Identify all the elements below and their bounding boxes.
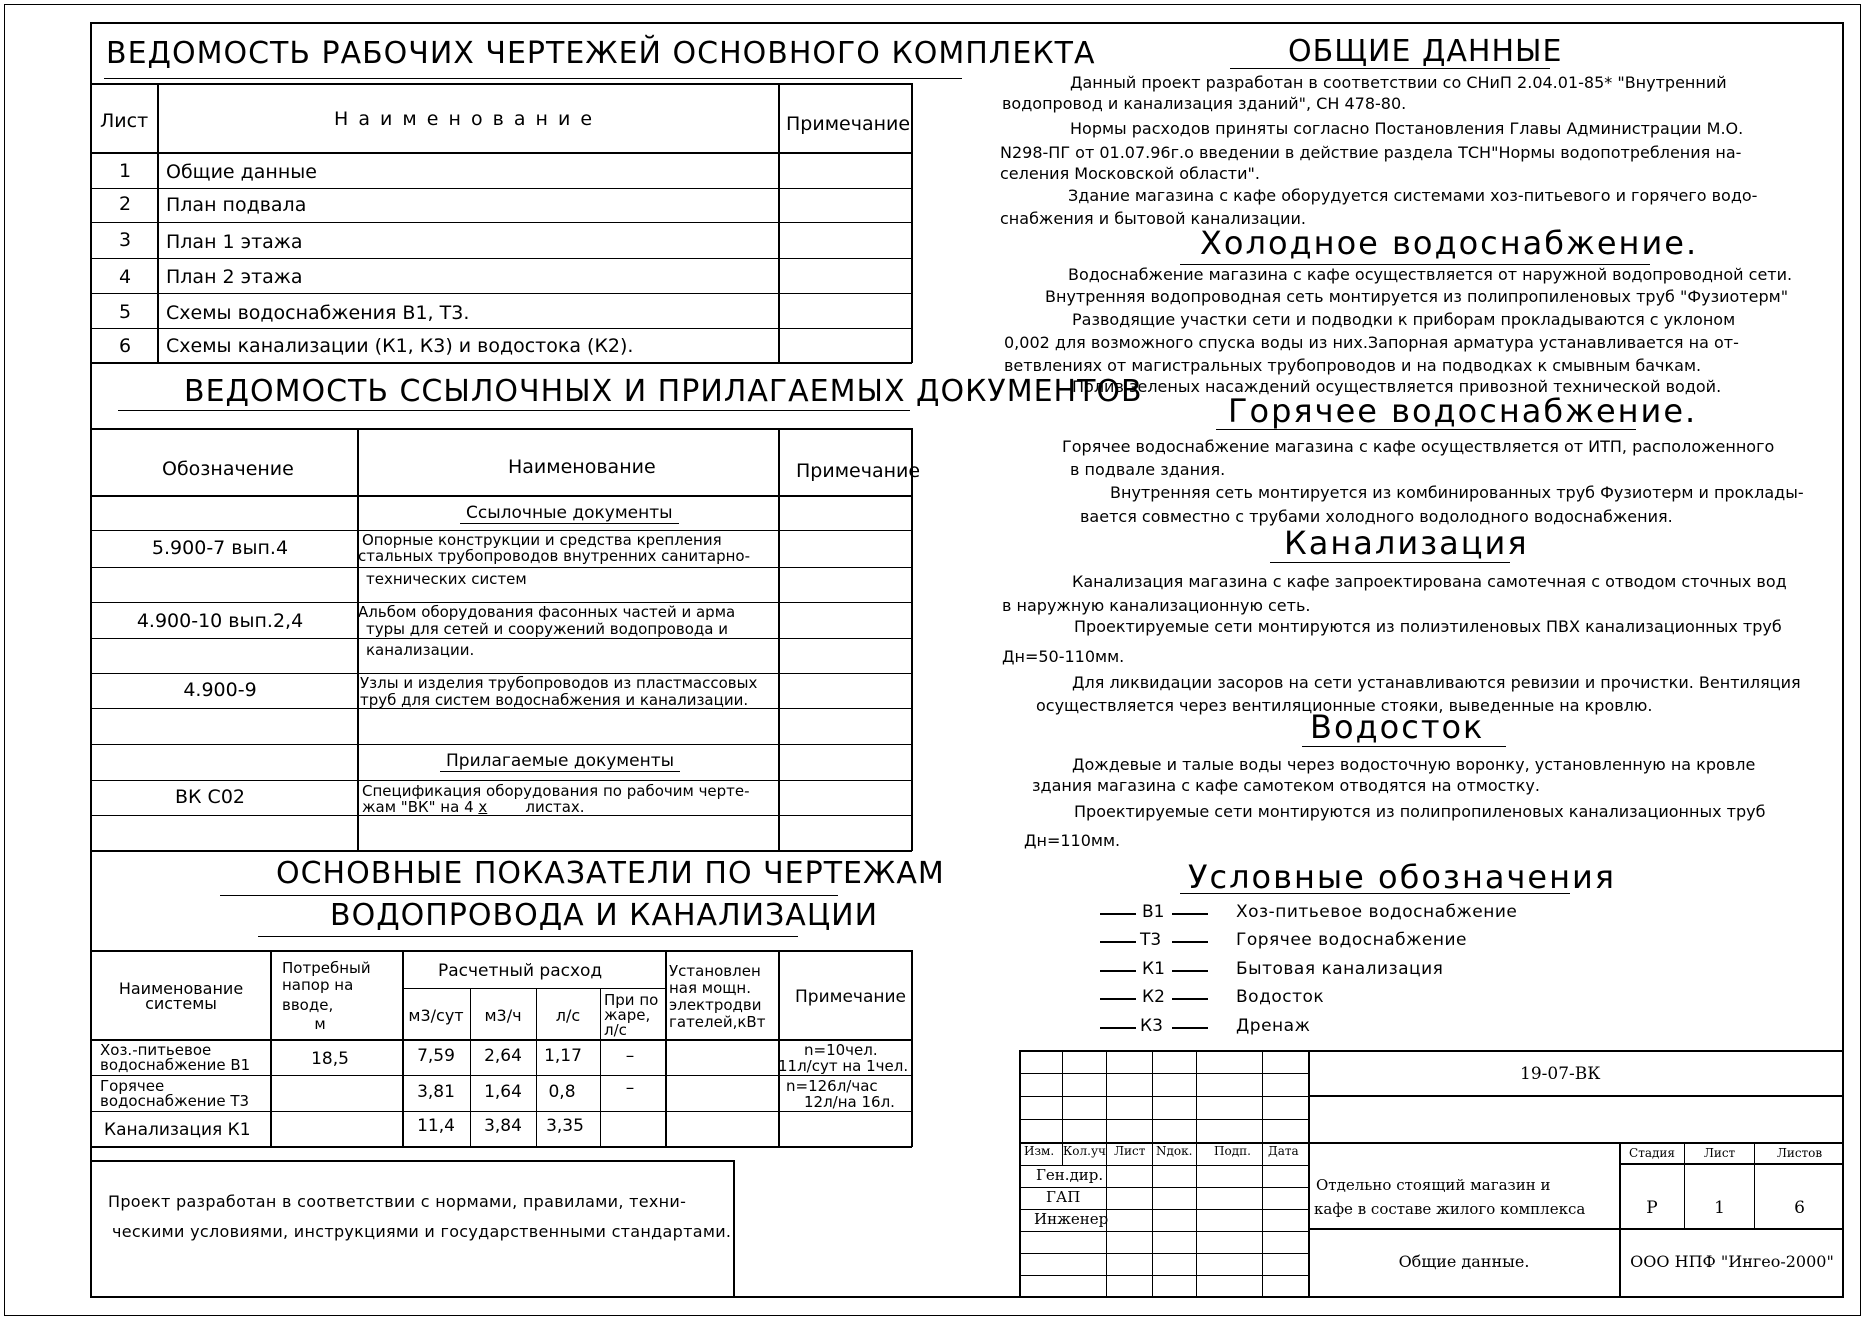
col-name-header: Наименование — [508, 456, 656, 478]
hot-line: Горячее водоснабжение магазина с кафе осуществляется от ИТП, расположенного — [1062, 437, 1775, 456]
cold-line: Разводящие участки сети и подводки к приборам прокладываются с уклоном — [1072, 310, 1736, 329]
drain-line: Дн=110мм. — [1024, 831, 1121, 850]
title-underline — [1216, 429, 1636, 430]
title-underline — [104, 78, 962, 79]
drain-line: Дождевые и талые воды через водосточную воронку, установленную на кровле — [1072, 755, 1756, 774]
legend-label: Бытовая канализация — [1236, 959, 1444, 979]
legend-code: К1 — [1142, 959, 1165, 979]
ind-note: 12л/на 16л. — [804, 1093, 895, 1111]
sheet-row-name: Схемы водоснабжения В1, Т3. — [166, 302, 470, 324]
stamp-sheets: 6 — [1794, 1198, 1805, 1218]
sheet-row-no: 6 — [118, 335, 132, 357]
h-fire-l2: жаре, — [604, 1006, 651, 1024]
ref-name-line: стальных трубопроводов внутренних санитарно- — [358, 547, 751, 565]
stamp-role: ГАП — [1046, 1188, 1081, 1206]
h-ls: л/с — [555, 1006, 581, 1025]
h-power-l3: электродви — [669, 996, 762, 1014]
sheets-list-title: ВЕДОМОСТЬ РАБОЧИХ ЧЕРТЕЖЕЙ ОСНОВНОГО КОМПЛЕКТА — [106, 36, 1096, 71]
stamp-stage: Р — [1646, 1198, 1658, 1218]
general-line: селения Московской области". — [1000, 164, 1260, 183]
legend-label: Хоз-питьевое водоснабжение — [1236, 902, 1518, 922]
stamp-h-stage: Стадия — [1629, 1146, 1675, 1160]
stamp-h-data: Дата — [1268, 1144, 1299, 1158]
ref-code: 4.900-10 вып.2,4 — [136, 610, 304, 632]
ind-row-name: Хоз.-питьевое — [100, 1041, 212, 1059]
h-power-l4: гателей,кВт — [669, 1013, 766, 1031]
col-sheet-header: Лист — [100, 110, 149, 132]
sheet-row-name: Общие данные — [166, 161, 317, 183]
h-m3day: м3/сут — [408, 1006, 464, 1025]
sheet-row-no: 1 — [118, 160, 132, 182]
col-code-header: Обозначение — [162, 458, 294, 480]
cold-line: 0,002 для возможного спуска воды из них.Запорная арматура устанавливается на от- — [1004, 333, 1739, 352]
sheet-row-no: 5 — [118, 301, 132, 323]
legend-line-right — [1172, 941, 1208, 943]
stamp-h-izm: Изм. — [1024, 1144, 1055, 1158]
ref-name-line: технических систем — [366, 570, 527, 588]
ind-m3h: 1,64 — [484, 1082, 522, 1102]
legend-code: К2 — [1142, 987, 1165, 1007]
col-name-header: Н а и м е н о в а н и е — [334, 108, 595, 130]
h-head-l4: м — [314, 1015, 326, 1033]
hot-title: Горячее водоснабжение. — [1228, 392, 1698, 430]
ind-note: n=10чел. — [804, 1041, 878, 1059]
stamp-h-sheets: Листов — [1776, 1146, 1823, 1160]
stamp-h-koluch: Кол.уч — [1063, 1144, 1106, 1158]
indicators-title-l1: ОСНОВНЫЕ ПОКАЗАТЕЛИ ПО ЧЕРТЕЖАМ — [276, 856, 945, 891]
ref-name-line — [362, 798, 585, 816]
ind-m3day: 11,4 — [417, 1116, 455, 1136]
ind-m3day: 7,59 — [417, 1046, 455, 1066]
legend-title: Условные обозначения — [1188, 858, 1617, 896]
general-line: Нормы расходов приняты согласно Постановления Главы Администрации М.О. — [1070, 119, 1744, 138]
ref-name-part: х — [478, 798, 488, 816]
ref-name-part: листах. — [525, 798, 585, 816]
h-fire-l3: л/с — [604, 1021, 627, 1039]
ind-row-name: водоснабжение В1 — [100, 1056, 251, 1074]
stamp-h-list: Лист — [1114, 1144, 1146, 1158]
legend-label: Дренаж — [1236, 1016, 1311, 1036]
stamp-sheet: 1 — [1714, 1198, 1725, 1218]
title-underline — [118, 410, 910, 411]
group-att-label: Прилагаемые документы — [440, 751, 680, 772]
legend-line-left — [1100, 913, 1136, 915]
ind-fire: – — [625, 1078, 635, 1098]
ind-fire: – — [625, 1046, 635, 1066]
stamp-object: Отдельно стоящий магазин и — [1316, 1176, 1551, 1194]
ref-name-line: туры для сетей и сооружений водопровода и — [366, 620, 728, 638]
drain-title: Водосток — [1310, 708, 1485, 746]
ind-head: 18,5 — [311, 1049, 349, 1069]
h-flow: Расчетный расход — [438, 961, 603, 981]
sewer-line: в наружную канализационную сеть. — [1002, 596, 1311, 615]
cold-line: Водоснабжение магазина с кафе осуществляется от наружной водопроводной сети. — [1068, 265, 1793, 284]
h-fire-l1: При по — [604, 991, 659, 1009]
ref-docs-title: ВЕДОМОСТЬ ССЫЛОЧНЫХ И ПРИЛАГАЕМЫХ ДОКУМЕНТОВ — [184, 374, 1143, 409]
ref-name-line: Альбом оборудования фасонных частей и арма — [358, 603, 736, 621]
general-line: снабжения и бытовой канализации. — [1000, 209, 1306, 228]
ind-row-name: Горячее — [100, 1077, 165, 1095]
ind-m3day: 3,81 — [417, 1082, 455, 1102]
ind-row-name: водоснабжение Т3 — [100, 1092, 250, 1110]
ind-ls: 0,8 — [548, 1082, 576, 1102]
general-line: Данный проект разработан в соответствии со СНиП 2.04.01-85* "Внутренний — [1070, 73, 1727, 92]
stamp-h-sheet: Лист — [1703, 1146, 1736, 1160]
ref-name-line: Спецификация оборудования по рабочим черте- — [362, 782, 750, 800]
sheet-row-name: План 2 этажа — [166, 266, 303, 288]
h-head-l2: напор на — [282, 976, 354, 994]
cold-line: Внутренняя водопроводная сеть монтируется из полипропиленовых труб "Фузиотерм" — [1045, 287, 1789, 306]
stamp-h-podp: Подп. — [1214, 1144, 1251, 1158]
ind-ls: 3,35 — [546, 1116, 584, 1136]
sheet-row-name: Схемы канализации (К1, К3) и водостока (К2). — [166, 335, 634, 357]
sewer-line: осуществляется через вентиляционные стояки, выведенные на кровлю. — [1036, 696, 1653, 715]
indicators-title-l2: ВОДОПРОВОДА И КАНАЛИЗАЦИИ — [330, 898, 879, 933]
stamp-doc: Общие данные. — [1398, 1252, 1530, 1271]
ref-code: 5.900-7 вып.4 — [151, 537, 289, 559]
sewer-line: Проектируемые сети монтируются из полиэтиленовых ПВХ канализационных труб — [1074, 617, 1782, 636]
compliance-line: Проект разработан в соответствии с нормами, правилами, техни- — [108, 1192, 687, 1211]
sheet-row-no: 3 — [118, 229, 132, 251]
ind-m3h: 3,84 — [484, 1116, 522, 1136]
general-line: Здание магазина с кафе оборудуется системами хоз-питьевого и горячего водо- — [1068, 186, 1758, 205]
legend-line-right — [1172, 998, 1208, 1000]
legend-line-right — [1172, 1027, 1208, 1029]
legend-code: Т3 — [1140, 930, 1162, 950]
title-underline — [258, 936, 798, 937]
group-ref-label: Ссылочные документы — [460, 503, 679, 524]
col-note-header: Примечание — [786, 113, 911, 135]
hot-line: в подвале здания. — [1070, 460, 1226, 479]
h-m3h: м3/ч — [484, 1006, 522, 1025]
h-power-l1: Установлен — [669, 962, 761, 980]
legend-line-left — [1100, 1027, 1136, 1029]
ref-name-line: труб для систем водоснабжения и канализации. — [360, 691, 749, 709]
drain-line: Проектируемые сети монтируются из полипропиленовых канализационных труб — [1074, 802, 1766, 821]
title-underline — [1230, 68, 1550, 69]
legend-line-right — [1172, 913, 1208, 915]
sewer-line: Дн=50-110мм. — [1002, 647, 1125, 666]
ref-name-line: канализации. — [366, 641, 475, 659]
h-head-l3: вводе, — [282, 996, 334, 1014]
ind-note: 11л/сут на 1чел. — [778, 1057, 909, 1075]
stamp-org: ООО НПФ "Ингео-2000" — [1630, 1252, 1834, 1271]
title-underline — [1180, 893, 1570, 894]
h-head-l1: Потребный — [282, 959, 371, 977]
sewer-line: Для ликвидации засоров на сети устанавливаются ревизии и прочистки. Вентиляция — [1072, 673, 1801, 692]
ind-note: n=126л/час — [786, 1077, 878, 1095]
legend-code: В1 — [1142, 902, 1165, 922]
h-system-l1: Наименование — [118, 979, 244, 998]
sewer-title: Канализация — [1284, 524, 1529, 562]
stamp-h-ndok: Nдок. — [1156, 1144, 1193, 1158]
ind-row-name: Канализация К1 — [104, 1120, 251, 1140]
h-system-l2: системы — [145, 994, 217, 1013]
ref-name-line: Узлы и изделия трубопроводов из пластмассовых — [360, 674, 758, 692]
h-power-l2: ная мощн. — [669, 979, 751, 997]
cold-line: ветвлениях от магистральных трубопроводов и на подводках к смывным бачкам. — [1004, 356, 1702, 375]
sheet-row-name: План 1 этажа — [166, 231, 303, 253]
general-line: водопровод и канализация зданий", СН 478-80. — [1002, 94, 1407, 113]
ref-code: ВК С02 — [174, 786, 245, 808]
ref-name-part: жам "ВК" на 4 — [362, 798, 479, 816]
legend-line-left — [1100, 998, 1136, 1000]
stamp-object: кафе в составе жилого комплекса — [1314, 1200, 1586, 1218]
legend-line-left — [1100, 941, 1136, 943]
ref-code: 4.900-9 — [183, 679, 257, 701]
col-note-header: Примечание — [796, 460, 921, 482]
cold-line: Полив зеленых насаждений осуществляется привозной технической водой. — [1072, 377, 1722, 396]
cold-title: Холодное водоснабжение. — [1200, 224, 1699, 262]
legend-label: Водосток — [1236, 987, 1325, 1007]
legend-label: Горячее водоснабжение — [1236, 930, 1467, 950]
ref-name-line: Опорные конструкции и средства крепления — [362, 531, 722, 549]
title-underline — [1302, 746, 1506, 747]
general-title: ОБЩИЕ ДАННЫЕ — [1288, 34, 1563, 69]
sheet-row-no: 4 — [118, 266, 132, 288]
h-note: Примечание — [795, 987, 906, 1007]
hot-line: вается совместно с трубами холодного водолодного водоснабжения. — [1080, 507, 1673, 526]
ind-m3h: 2,64 — [484, 1046, 522, 1066]
drain-line: здания магазина с кафе самотеком отводятся на отмостку. — [1032, 776, 1540, 795]
general-line: N298-ПГ от 01.07.96г.о введении в действие раздела ТСН"Нормы водопотребления на- — [1000, 143, 1742, 162]
sheet-row-name: План подвала — [166, 194, 307, 216]
ind-ls: 1,17 — [544, 1046, 582, 1066]
legend-line-right — [1172, 970, 1208, 972]
stamp-role: Ген.дир. — [1036, 1166, 1104, 1184]
hot-line: Внутренняя сеть монтируется из комбинированных труб Фузиотерм и проклады- — [1110, 483, 1804, 502]
sewer-line: Канализация магазина с кафе запроектирована самотечная с отводом сточных вод — [1072, 572, 1787, 591]
title-underline — [1270, 562, 1510, 563]
stamp-code: 19-07-ВК — [1520, 1064, 1601, 1084]
sheet-row-no: 2 — [118, 193, 132, 215]
stamp-role: Инженер — [1034, 1210, 1109, 1228]
title-underline — [220, 895, 838, 896]
legend-code: К3 — [1140, 1016, 1163, 1036]
legend-line-left — [1100, 970, 1136, 972]
compliance-line: ческими условиями, инструкциями и государственными стандартами. — [112, 1222, 732, 1241]
